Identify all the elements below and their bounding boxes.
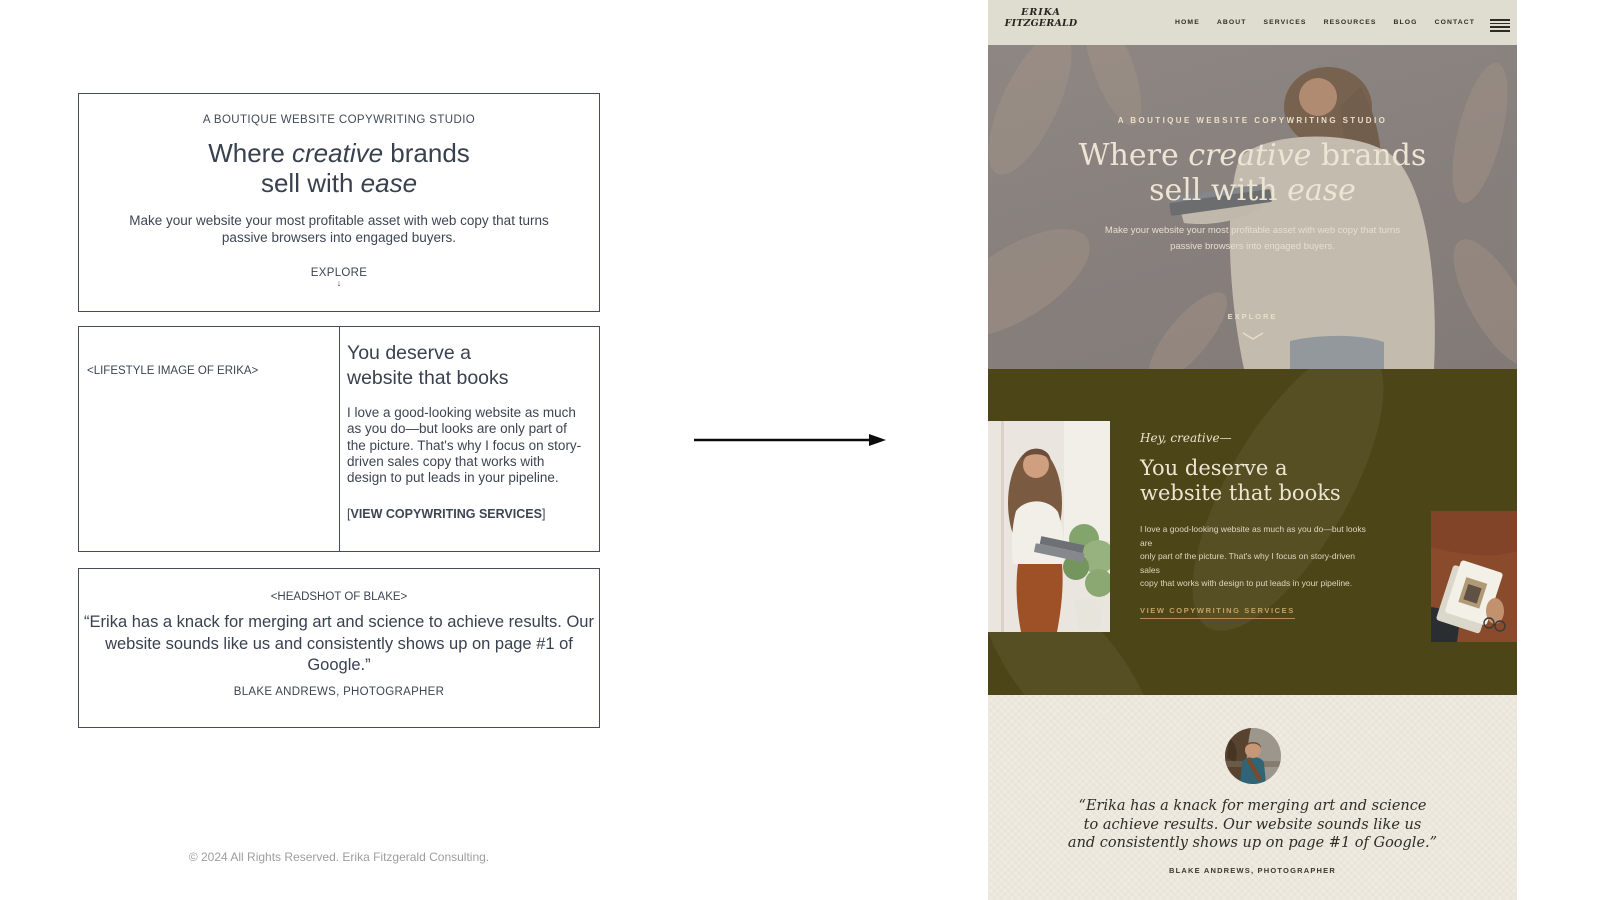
wireframe-down-arrow-icon: ↓: [336, 278, 342, 288]
wireframe-hero-title: [79, 138, 599, 198]
logo[interactable]: ERIKA FITZGERALD: [1004, 7, 1078, 29]
hero-title: Where creative brands sell with ease: [1078, 138, 1427, 208]
view-copywriting-services-link[interactable]: VIEW COPYWRITING SERVICES: [1140, 606, 1295, 619]
wireframe-hero-box: [78, 93, 600, 312]
wireframe-hero-eyebrow: A BOUTIQUE WEBSITE COPYWRITING STUDIO: [202, 114, 476, 126]
wireframe-about-copy-cell: [340, 327, 599, 551]
about-heading: You deserve a website that books: [1140, 456, 1341, 505]
erika-lifestyle-photo: [988, 421, 1110, 632]
wireframe-explore-label: EXPLORE: [310, 267, 368, 279]
nav-blog[interactable]: BLOG: [1393, 19, 1418, 26]
testimonial-quote: “Erika has a knack for merging art and science to achieve results. Our website sounds like us and consistently shows up on page #1 of Google.”: [1067, 798, 1438, 851]
wireframe-footer-copyright: © 2024 All Rights Reserved. Erika Fitzgerald Consulting.: [188, 850, 490, 864]
wireframe-hero-title-line1: Where creative brands: [208, 138, 470, 168]
wireframe-services-cta: [VIEW COPYWRITING SERVICES]: [347, 507, 546, 522]
main-nav: [1175, 0, 1475, 45]
wireframe-about-heading: You deserve a website that books: [347, 342, 509, 389]
hero-subtitle: Make your website your most profitable asset with web copy that turns passive browsers into engaged buyers.: [1104, 225, 1401, 252]
wireframe-testimonial-attribution: BLAKE ANDREWS, PHOTOGRAPHER: [233, 685, 445, 698]
headshot-placeholder: <HEADSHOT OF BLAKE>: [270, 591, 408, 603]
hero-content: [988, 45, 1517, 346]
testimonial-attribution: BLAKE ANDREWS, PHOTOGRAPHER: [1169, 865, 1336, 875]
blake-headshot-avatar: [1225, 728, 1281, 784]
wireframe-testimonial-box: [78, 568, 600, 728]
nav-home[interactable]: HOME: [1175, 19, 1200, 26]
hamburger-menu-icon[interactable]: [1490, 17, 1510, 34]
about-section: [988, 369, 1517, 695]
wireframe-about-box: [78, 326, 600, 552]
lifestyle-image-placeholder: <LIFESTYLE IMAGE OF ERIKA>: [87, 365, 259, 377]
transform-arrow-icon: [690, 432, 892, 448]
site-panel: [988, 0, 1517, 900]
about-copy-block: [1140, 431, 1385, 619]
nav-about[interactable]: ABOUT: [1216, 19, 1247, 26]
wireframe-hero-subtitle: Make your website your most profitable asset with web copy that turns passive browsers into engaged buyers.: [129, 213, 549, 245]
nav-resources[interactable]: RESOURCES: [1323, 19, 1377, 26]
about-eyebrow: Hey, creative—: [1140, 431, 1232, 445]
detail-photo-books: [1431, 511, 1517, 642]
wireframe-about-body: I love a good-looking website as much as you do—but looks are only part of the picture. That's why I focus on story-driven sales copy that works with design to put leads in your pipeline.: [347, 405, 582, 486]
nav-contact[interactable]: CONTACT: [1434, 19, 1475, 26]
wireframe-image-placeholder-cell: [79, 327, 340, 551]
wireframe-testimonial-quote: “Erika has a knack for merging art and science to achieve results. Our website sounds like us and consistently shows up on page #1 of Google.”: [84, 613, 594, 674]
chevron-down-icon[interactable]: [988, 328, 1517, 346]
wireframe-hero-title-line2: sell with ease: [260, 168, 418, 198]
site-hero-section: [988, 45, 1517, 369]
testimonial-section: [988, 695, 1517, 900]
hero-eyebrow: A BOUTIQUE WEBSITE COPYWRITING STUDIO: [1117, 116, 1388, 125]
explore-button[interactable]: EXPLORE: [1227, 312, 1278, 321]
about-body: I love a good-looking website as much as you do—but looks are only part of the picture. That's why I focus on story-driven sales copy that works with design to put leads in your pipeline.: [1140, 524, 1366, 588]
site-header: [988, 0, 1517, 45]
nav-services[interactable]: SERVICES: [1263, 19, 1307, 26]
